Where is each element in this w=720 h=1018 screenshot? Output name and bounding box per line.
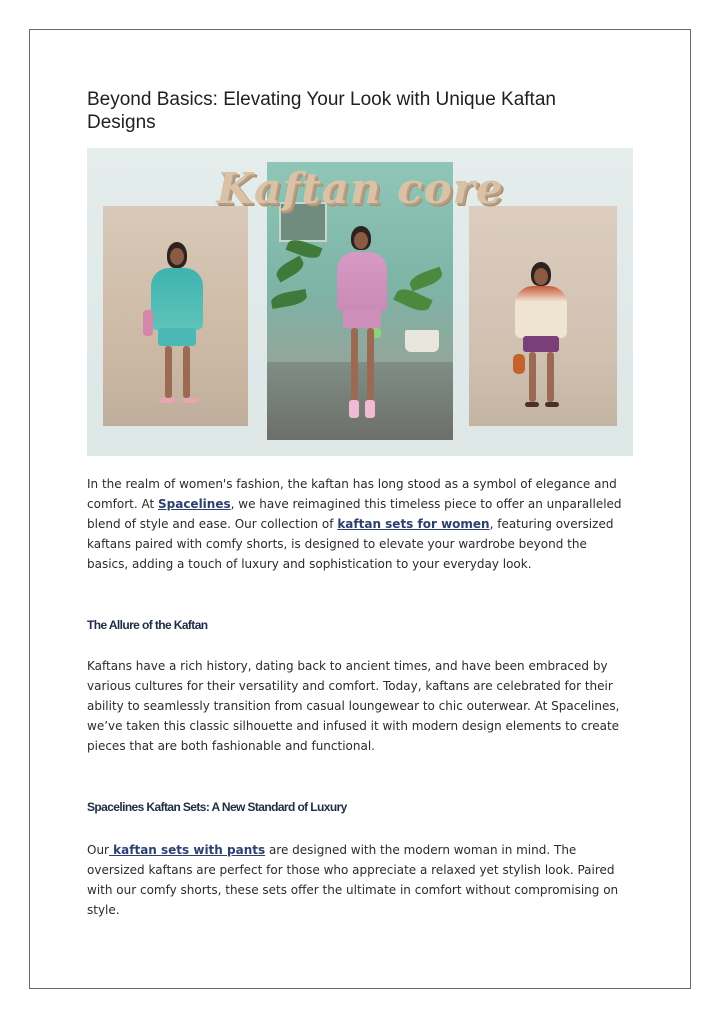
section-heading-allure: The Allure of the Kaftan (87, 618, 208, 632)
figure-head (170, 248, 184, 265)
figure-leg (351, 328, 358, 400)
figure-kaftan (337, 252, 387, 312)
spacelines-link[interactable]: Spacelines (157, 497, 231, 511)
figure-leg (529, 352, 536, 402)
plant-pot (405, 330, 439, 352)
figure-leg (367, 328, 374, 400)
document-title: Beyond Basics: Elevating Your Look with Unique Kaftan Designs (87, 89, 556, 133)
figure-head (534, 268, 548, 285)
sets-text: Our (87, 843, 109, 857)
allure-paragraph: Kaftans have a rich history, dating back to ancient times, and have been embraced by various cultures for their versatility and comfort. Today, kaftans are celebrated for their ability to seamlessly transition from casual loungewear to chic outerwear. At Spacelines, we’ve taken this classic silhouette and infused it with modern design elements to create pieces that are both fashionable and functional. (87, 659, 620, 753)
section-heading-spacelines-sets: Spacelines Kaftan Sets: A New Standard of Luxury (87, 800, 347, 814)
figure-leg (183, 346, 190, 398)
figure-shoe (349, 400, 359, 418)
figure-shorts (343, 310, 381, 328)
figure-shoe (545, 402, 559, 407)
plant-leaf (274, 255, 307, 282)
figure-shorts (158, 328, 196, 346)
figure-leg (547, 352, 554, 402)
kaftan-sets-with-pants-link[interactable]: kaftan sets with pants (108, 843, 266, 857)
hero-image (87, 148, 633, 456)
intro-text: , we have reimagined this timeless piece to offer an unparalleled blend of style and ease. Our collection of (87, 497, 622, 531)
figure-leg (165, 346, 172, 398)
figure-shoe (365, 400, 375, 418)
hero-panel-right (469, 206, 617, 426)
figure-kaftan (151, 268, 203, 330)
figure-shoe (183, 398, 199, 403)
figure-bag (513, 354, 525, 374)
ground (267, 362, 453, 440)
kaftan-sets-paragraph (87, 840, 627, 920)
hero-overlay-text: Kaftan core (216, 164, 504, 213)
figure-bag (143, 310, 153, 336)
figure-shoe (525, 402, 539, 407)
figure-head (354, 232, 368, 249)
figure-shorts (523, 336, 559, 352)
intro-paragraph (87, 474, 627, 574)
intro-text: , featuring oversized kaftans paired with comfy shorts, is designed to elevate your wardrobe beyond the basics, adding a touch of luxury and sophistication to your everyday look. (87, 517, 614, 571)
sets-text: are designed with the modern woman in mind. The oversized kaftans are perfect for those who appreciate a relaxed yet stylish look. Paired with our comfy shorts, these sets offer the ultimate in comfort without compromising on style. (87, 843, 619, 917)
kaftan-sets-for-women-link[interactable]: kaftan sets for women (337, 517, 490, 531)
intro-text: In the realm of women's fashion, the kaftan has long stood as a symbol of elegance and comfort. At (87, 477, 617, 511)
figure-kaftan (515, 286, 567, 338)
hero-panel-left (103, 206, 248, 426)
figure-shoe (159, 398, 175, 403)
plant-leaf (408, 267, 445, 292)
plant-leaf (270, 289, 308, 309)
